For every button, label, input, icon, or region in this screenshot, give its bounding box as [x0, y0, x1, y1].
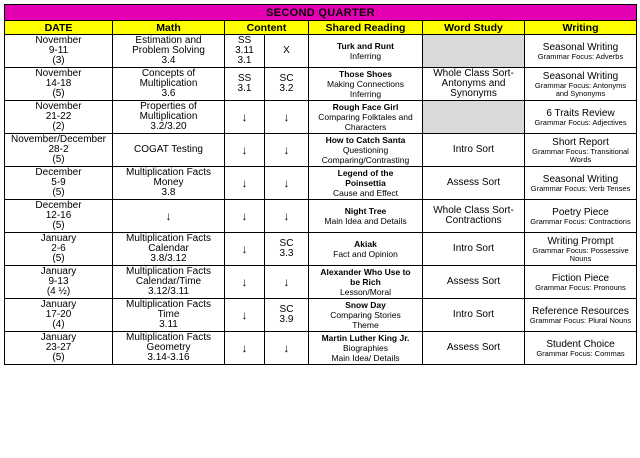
date-line: (5): [52, 352, 65, 363]
content-line: ↓: [283, 341, 290, 355]
reading-skill: Theme: [352, 320, 379, 330]
writing-cell: [525, 101, 637, 134]
content-line: SS: [237, 35, 252, 46]
math-line: 3.8/3.12: [150, 253, 187, 264]
word-study-line: Assess Sort: [446, 342, 501, 353]
content-line: ↓: [241, 275, 248, 289]
table-row: [5, 266, 637, 299]
date-line: 28-2: [48, 144, 69, 155]
content-line: X: [283, 45, 290, 56]
date-cell: [5, 134, 113, 167]
shared-reading-cell: [309, 134, 423, 167]
content-line: SS: [237, 73, 252, 84]
reading-skill: Comparing Stories: [330, 310, 401, 320]
writing-piece: 6 Traits Review: [546, 107, 615, 119]
content-ss-cell: [225, 35, 265, 68]
date-line: (5): [52, 88, 65, 99]
grammar-focus: and Synonyms: [555, 88, 606, 98]
date-line: (5): [52, 187, 65, 198]
word-study-cell: [423, 200, 525, 233]
date-cell: [5, 101, 113, 134]
content-ss-cell: [225, 134, 265, 167]
word-study-line: Assess Sort: [446, 276, 501, 287]
date-line: (5): [52, 220, 65, 231]
math-line: 3.11: [159, 319, 178, 330]
date-line: November: [35, 68, 82, 79]
math-cell: [113, 167, 225, 200]
grammar-focus: Grammar Focus: Pronouns: [535, 282, 626, 292]
math-line: 3.14-3.16: [147, 352, 190, 363]
reading-skill: Questioning: [342, 145, 389, 155]
content-line: ↓: [241, 110, 248, 124]
shared-reading-cell: [309, 233, 423, 266]
header-word-study: Word Study: [423, 21, 525, 35]
math-cell: [113, 200, 225, 233]
book-title: Akiak: [354, 239, 377, 249]
grammar-focus: Grammar Focus: Contractions: [530, 216, 631, 226]
grammar-focus: Grammar Focus: Verb Tenses: [530, 183, 631, 193]
book-title: Turk and Runt: [337, 41, 394, 51]
writing-piece: Poetry Piece: [552, 206, 609, 218]
date-line: November: [35, 101, 82, 112]
table-row: [5, 233, 637, 266]
reading-skill: Comparing/Contrasting: [321, 155, 410, 165]
date-line: (5): [52, 253, 65, 264]
book-title: Night Tree: [344, 206, 387, 216]
date-line: (4): [52, 319, 65, 330]
content-sc-cell: [265, 134, 309, 167]
content-line: 3.1: [237, 55, 252, 66]
math-line: ↓: [165, 209, 172, 223]
date-line: November/December: [10, 134, 107, 145]
content-sc-cell: [265, 101, 309, 134]
content-sc-cell: [265, 68, 309, 101]
writing-piece: Student Choice: [546, 338, 615, 350]
writing-cell: [525, 266, 637, 299]
writing-cell: [525, 68, 637, 101]
writing-piece: Seasonal Writing: [542, 41, 619, 53]
writing-cell: [525, 233, 637, 266]
table-row: [5, 35, 637, 68]
shared-reading-cell: [309, 167, 423, 200]
reading-skill: Lesson/Moral: [339, 287, 392, 297]
word-study-line: Contractions: [445, 215, 502, 226]
writing-piece: Short Report: [552, 136, 609, 148]
table-row: [5, 101, 637, 134]
math-line: Properties of: [140, 101, 197, 112]
writing-cell: [525, 134, 637, 167]
date-cell: [5, 200, 113, 233]
grammar-focus: Grammar Focus: Commas: [536, 348, 625, 358]
book-title: Legend of the: [337, 168, 394, 178]
word-study-line: Whole Class Sort-: [433, 205, 514, 216]
content-line: 3.3: [279, 248, 294, 259]
reading-skill: Making Connections: [326, 79, 404, 89]
book-title: Poinsettia: [345, 178, 386, 188]
content-line: ↓: [241, 341, 248, 355]
reading-skill: Characters: [344, 122, 387, 132]
math-line: COGAT Testing: [134, 144, 203, 155]
math-line: Multiplication: [139, 78, 198, 89]
date-line: January: [40, 299, 77, 310]
math-line: 3.8: [161, 187, 176, 198]
book-title: Snow Day: [345, 300, 386, 310]
content-line: SC: [279, 238, 294, 249]
date-cell: [5, 332, 113, 365]
content-line: 3.1: [237, 83, 252, 94]
content-line: ↓: [283, 176, 290, 190]
date-line: 5-9: [51, 177, 66, 188]
book-title: Martin Luther King Jr.: [321, 333, 410, 343]
date-line: 14-18: [45, 78, 72, 89]
math-line: Multiplication Facts: [125, 266, 212, 277]
word-study-cell: [423, 101, 525, 134]
math-line: Money: [153, 177, 184, 188]
word-study-line: Synonyms: [450, 88, 497, 99]
content-line: SC: [279, 304, 294, 315]
content-ss-cell: [225, 332, 265, 365]
math-line: 3.6: [161, 88, 176, 99]
writing-piece: Fiction Piece: [551, 272, 610, 284]
grammar-focus: Grammar Focus: Adverbs: [537, 51, 624, 61]
quarter-title: SECOND QUARTER: [5, 5, 637, 21]
table-row: [5, 134, 637, 167]
content-ss-cell: [225, 200, 265, 233]
date-line: January: [40, 233, 77, 244]
reading-skill: Fact and Opinion: [333, 249, 398, 259]
math-line: Calendar/Time: [135, 276, 202, 287]
writing-cell: [525, 332, 637, 365]
grammar-focus: Nouns: [569, 253, 592, 263]
math-line: Calendar: [148, 243, 189, 254]
content-line: 3.2: [279, 83, 294, 94]
math-cell: [113, 299, 225, 332]
writing-piece: Seasonal Writing: [542, 70, 619, 82]
date-line: January: [40, 266, 77, 277]
book-title: Those Shoes: [339, 69, 392, 79]
word-study-line: Intro Sort: [452, 243, 495, 254]
date-line: December: [35, 200, 82, 211]
content-ss-cell: [225, 299, 265, 332]
table-row: [5, 68, 637, 101]
writing-piece: Reference Resources: [532, 305, 629, 317]
word-study-cell: [423, 35, 525, 68]
grammar-focus: Grammar Focus: Antonyms: [534, 80, 627, 90]
writing-cell: [525, 35, 637, 68]
math-cell: [113, 134, 225, 167]
date-line: 23-27: [45, 342, 72, 353]
table-row: [5, 299, 637, 332]
shared-reading-cell: [309, 68, 423, 101]
grammar-focus: Grammar Focus: Possessive: [532, 245, 629, 255]
book-title: How to Catch Santa: [325, 135, 406, 145]
word-study-cell: [423, 332, 525, 365]
content-sc-cell: [265, 299, 309, 332]
content-ss-cell: [225, 101, 265, 134]
header-date: DATE: [5, 21, 113, 35]
content-sc-cell: [265, 233, 309, 266]
content-line: ↓: [241, 176, 248, 190]
date-line: (2): [52, 121, 65, 132]
grammar-focus: Grammar Focus: Adjectives: [534, 117, 627, 127]
content-line: 3.9: [279, 314, 294, 325]
date-cell: [5, 68, 113, 101]
reading-skill: Comparing Folktales and: [318, 112, 413, 122]
content-line: ↓: [283, 110, 290, 124]
word-study-cell: [423, 299, 525, 332]
date-cell: [5, 233, 113, 266]
content-line: ↓: [283, 143, 290, 157]
date-cell: [5, 35, 113, 68]
curriculum-table: [4, 4, 637, 365]
date-line: December: [35, 167, 82, 178]
math-line: 3.2/3.20: [150, 121, 187, 132]
math-line: Concepts of: [141, 68, 196, 79]
math-cell: [113, 233, 225, 266]
content-line: ↓: [241, 242, 248, 256]
header-row: [5, 21, 637, 35]
content-ss-cell: [225, 68, 265, 101]
math-cell: [113, 101, 225, 134]
reading-skill: Inferring: [349, 51, 382, 61]
word-study-line: Intro Sort: [452, 144, 495, 155]
date-line: January: [40, 332, 77, 343]
content-sc-cell: [265, 200, 309, 233]
math-line: Geometry: [146, 342, 191, 353]
reading-skill: Biographies: [343, 343, 388, 353]
date-cell: [5, 299, 113, 332]
content-sc-cell: [265, 167, 309, 200]
writing-piece: Writing Prompt: [547, 235, 614, 247]
grammar-focus: Grammar Focus: Plural Nouns: [529, 315, 632, 325]
math-line: Multiplication Facts: [125, 299, 212, 310]
math-line: Time: [157, 309, 180, 320]
math-line: 3.12/3.11: [148, 286, 189, 297]
date-line: 17-20: [45, 309, 72, 320]
shared-reading-cell: [309, 266, 423, 299]
word-study-cell: [423, 68, 525, 101]
writing-cell: [525, 299, 637, 332]
header-content: Content: [225, 21, 309, 35]
grammar-focus: Words: [569, 154, 592, 164]
writing-piece: Seasonal Writing: [542, 173, 619, 185]
content-sc-cell: [265, 35, 309, 68]
table-row: [5, 167, 637, 200]
math-cell: [113, 35, 225, 68]
reading-skill: Inferring: [349, 89, 382, 99]
header-shared-reading: Shared Reading: [309, 21, 423, 35]
date-line: 12-16: [45, 210, 72, 221]
content-sc-cell: [265, 266, 309, 299]
date-cell: [5, 167, 113, 200]
date-line: 9-11: [48, 45, 69, 56]
shared-reading-cell: [309, 200, 423, 233]
math-line: Problem Solving: [132, 45, 205, 56]
content-line: SC: [279, 73, 294, 84]
word-study-line: Assess Sort: [446, 177, 501, 188]
shared-reading-cell: [309, 35, 423, 68]
word-study-cell: [423, 167, 525, 200]
date-line: (5): [52, 154, 65, 165]
reading-skill: Cause and Effect: [332, 188, 399, 198]
book-title: be Rich: [350, 277, 381, 287]
content-line: ↓: [241, 143, 248, 157]
date-line: 21-22: [45, 111, 72, 122]
math-line: 3.4: [161, 55, 176, 66]
math-cell: [113, 68, 225, 101]
word-study-cell: [423, 233, 525, 266]
math-line: Estimation and: [135, 35, 202, 46]
word-study-line: Whole Class Sort-: [433, 68, 514, 79]
table-row: [5, 200, 637, 233]
date-line: 9-13: [48, 276, 69, 287]
math-line: Multiplication: [139, 111, 198, 122]
math-line: Multiplication Facts: [125, 233, 212, 244]
math-cell: [113, 332, 225, 365]
book-title: Alexander Who Use to: [320, 267, 411, 277]
math-line: Multiplication Facts: [125, 167, 212, 178]
content-ss-cell: [225, 167, 265, 200]
math-cell: [113, 266, 225, 299]
date-line: 2-6: [51, 243, 66, 254]
header-writing: Writing: [525, 21, 637, 35]
reading-skill: Main Idea/ Details: [331, 353, 400, 363]
word-study-line: Antonyms and: [441, 78, 506, 89]
word-study-cell: [423, 134, 525, 167]
date-line: (4 ½): [46, 286, 71, 297]
date-line: (3): [52, 55, 65, 66]
content-line: ↓: [283, 275, 290, 289]
content-line: 3.11: [235, 45, 254, 56]
content-line: ↓: [241, 308, 248, 322]
grammar-focus: Grammar Focus: Transitional: [532, 146, 629, 156]
shared-reading-cell: [309, 101, 423, 134]
content-line: ↓: [241, 209, 248, 223]
writing-cell: [525, 200, 637, 233]
shared-reading-cell: [309, 299, 423, 332]
word-study-line: Intro Sort: [452, 309, 495, 320]
table-row: [5, 332, 637, 365]
content-sc-cell: [265, 332, 309, 365]
word-study-cell: [423, 266, 525, 299]
writing-cell: [525, 167, 637, 200]
date-line: November: [35, 35, 82, 46]
book-title: Rough Face Girl: [332, 102, 399, 112]
reading-skill: Main Idea and Details: [324, 216, 407, 226]
shared-reading-cell: [309, 332, 423, 365]
date-cell: [5, 266, 113, 299]
math-line: Multiplication Facts: [125, 332, 212, 343]
content-line: ↓: [283, 209, 290, 223]
content-ss-cell: [225, 233, 265, 266]
content-ss-cell: [225, 266, 265, 299]
header-math: Math: [113, 21, 225, 35]
